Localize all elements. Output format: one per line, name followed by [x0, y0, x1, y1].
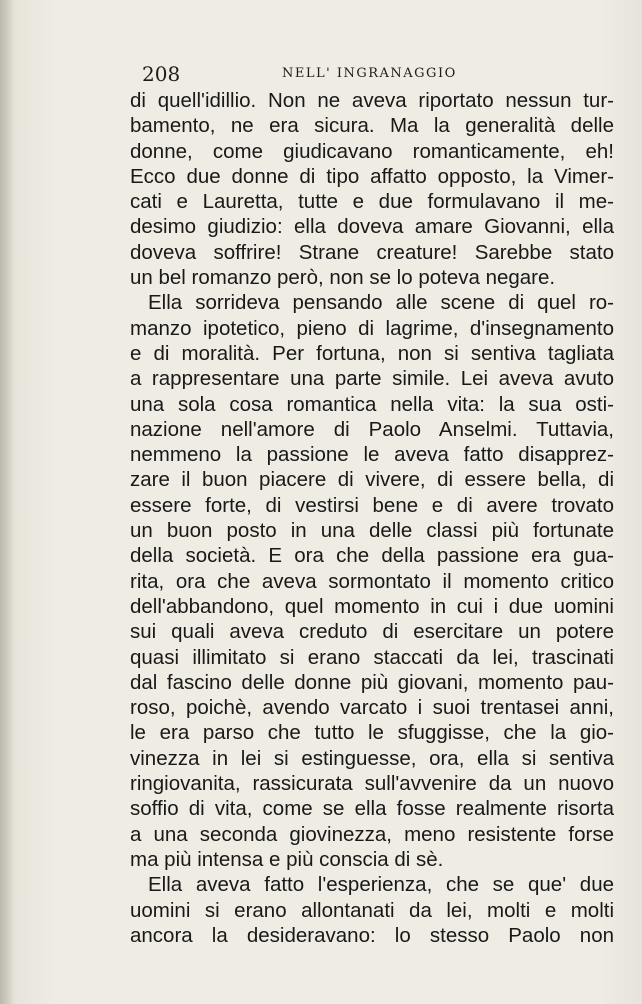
- text-line: dell'abbandono, quel momento in cui i due uomini: [130, 594, 614, 618]
- text-line: Ella aveva fatto l'esperienza, che se que' due: [148, 873, 614, 897]
- text-line: un bel romanzo però, non se lo poteva negare.: [130, 266, 556, 290]
- text-line: cati e Lauretta, tutte e due formulavano il me-: [130, 190, 614, 214]
- text-line: uomini si erano allontanati da lei, molti e molti: [130, 898, 614, 922]
- text-line: ma più intensa e più conscia di sè.: [130, 847, 444, 871]
- text-line: essere forte, di vestirsi bene e di avere trovato: [130, 493, 614, 517]
- page-header: [142, 62, 612, 88]
- text-line: di quell'idillio. Non ne aveva riportato nessun tur-: [130, 89, 614, 112]
- text-line: nemmeno la passione le aveva fatto disapprez-: [130, 443, 614, 467]
- text-line: doveva soffrire! Strane creature! Sarebbe stato: [130, 240, 614, 264]
- text-line: desimo giudizio: ella doveva amare Giovanni, ella: [130, 215, 614, 239]
- text-line: nazione nell'amore di Paolo Anselmi. Tuttavia,: [130, 417, 614, 441]
- text-line: quasi illimitato si erano staccati da lei, trascinati: [130, 645, 614, 669]
- text-line: donne, come giudicavano romanticamente, eh!: [130, 139, 614, 163]
- text-line: le era parso che tutto le sfuggisse, che la gio-: [130, 721, 614, 745]
- running-title: NELL' INGRANAGGIO: [282, 66, 457, 81]
- text-line: una sola cosa romantica nella vita: la sua osti-: [130, 392, 614, 416]
- text-line: ringiovanita, rassicurata sull'avvenire da un nuovo: [130, 772, 614, 796]
- text-line: zare il buon piacere di vivere, di essere bella, di: [130, 468, 614, 492]
- text-line: sui quali aveva creduto di esercitare un potere: [130, 620, 614, 644]
- text-line: manzo ipotetico, pieno di lagrime, d'insegnamento: [130, 316, 614, 340]
- text-line: dal fascino delle donne più giovani, momento pau-: [130, 670, 614, 694]
- text-line: e di moralità. Per fortuna, non si sentiva tagliata: [130, 341, 614, 365]
- text-line: rita, ora che aveva sormontato il momento critico: [130, 569, 614, 593]
- text-line: a rappresentare una parte simile. Lei aveva avuto: [130, 367, 614, 391]
- text-line: soffio di vita, come se ella fosse realmente risorta: [130, 797, 614, 821]
- text-line: vinezza in lei si estinguesse, ora, ella si sentiva: [130, 746, 614, 770]
- text-line: della società. E ora che della passione era gua-: [130, 544, 614, 568]
- page-number: 208: [142, 62, 181, 86]
- body-text: [130, 88, 614, 948]
- page-spine-shadow: [0, 0, 14, 1004]
- text-line: ancora la desideravano: lo stesso Paolo non: [130, 923, 614, 947]
- text-line: roso, poichè, avendo varcato i suoi trentasei anni,: [130, 696, 614, 720]
- text-line: un buon posto in una delle classi più fortunate: [130, 519, 614, 543]
- text-line: a una seconda giovinezza, meno resistente forse: [130, 822, 614, 846]
- text-line: Ella sorrideva pensando alle scene di quel ro-: [148, 291, 614, 315]
- text-line: bamento, ne era sicura. Ma la generalità delle: [130, 114, 614, 138]
- text-line: Ecco due donne di tipo affatto opposto, la Vimer-: [130, 164, 614, 188]
